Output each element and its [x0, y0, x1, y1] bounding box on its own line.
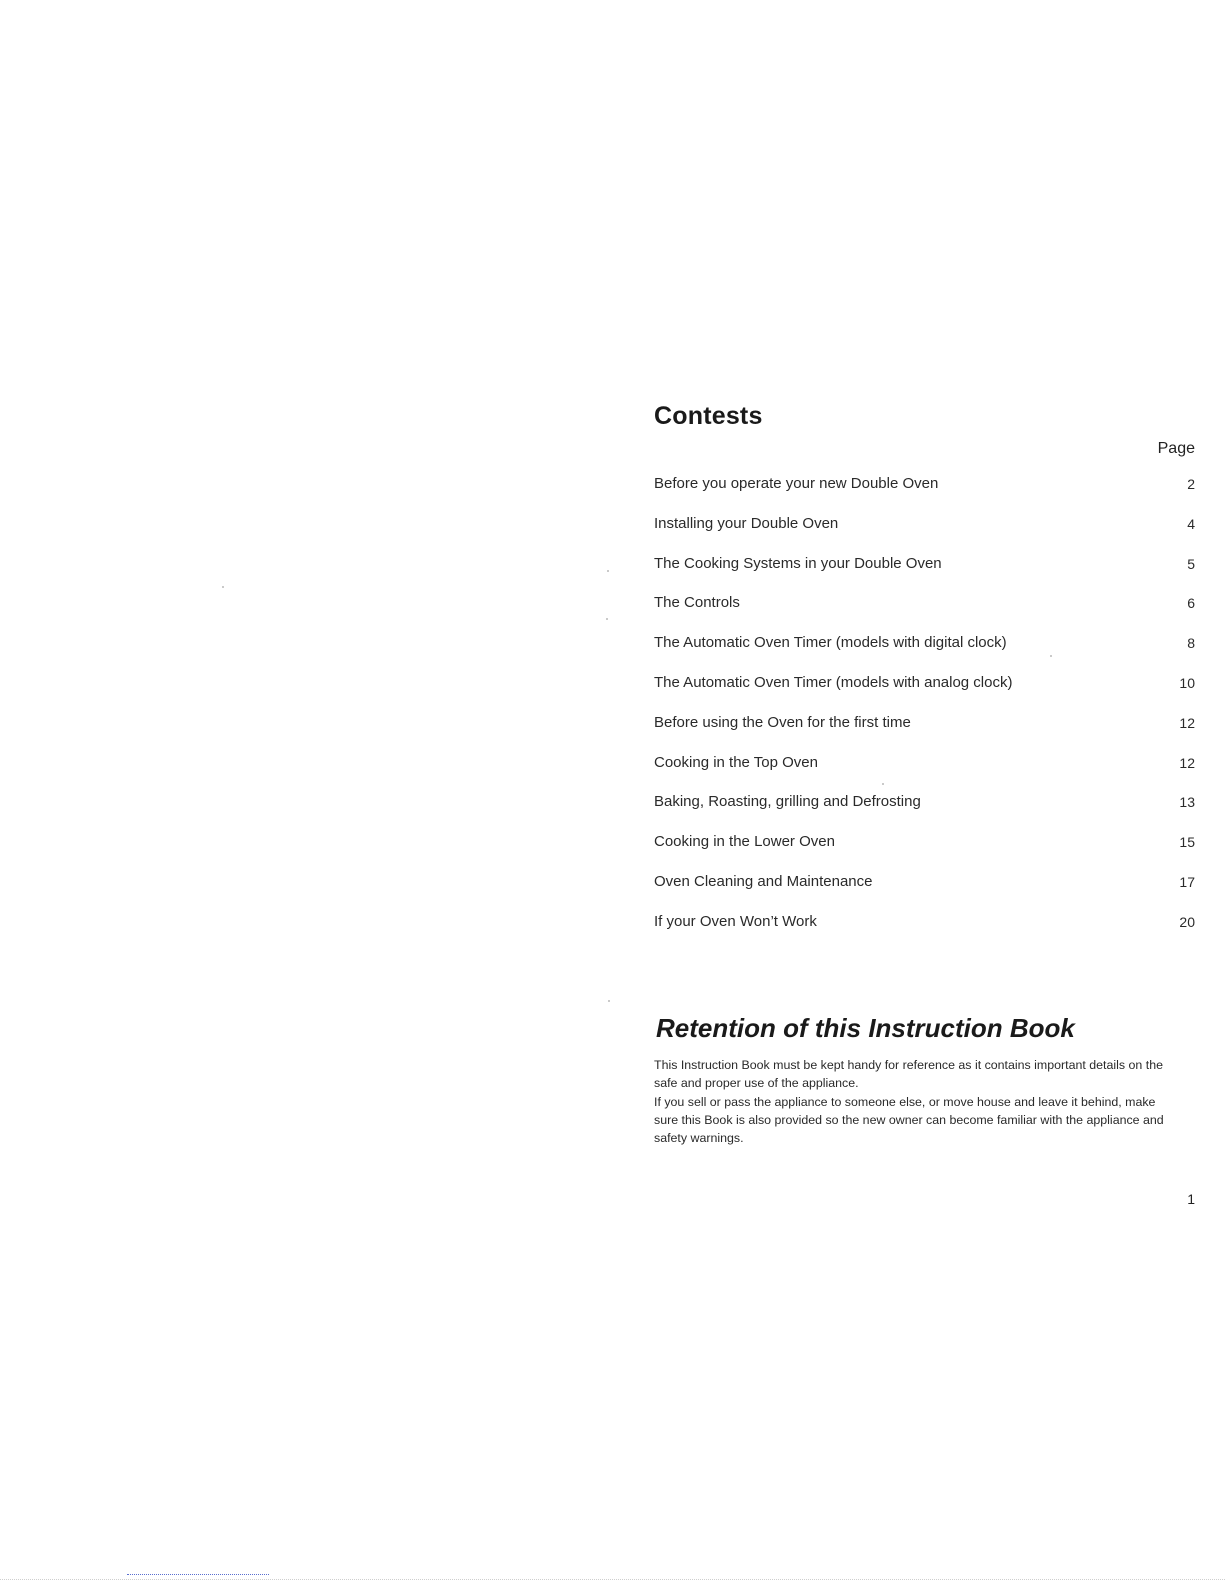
toc-entry-page: 20 — [1179, 913, 1195, 930]
toc-entry-page: 10 — [1179, 674, 1195, 691]
scan-artifact-border — [0, 1579, 1225, 1580]
toc-entry — [654, 754, 1195, 794]
toc-entry — [654, 555, 1195, 595]
page-number: 1 — [1187, 1191, 1195, 1207]
toc-entry — [654, 674, 1195, 714]
toc-entry-page: 6 — [1187, 595, 1195, 612]
retention-paragraph: If you sell or pass the appliance to someone else, or move house and leave it behind, make sure this Book is also provided so the new owner can become familiar with the appliance and safety warnings. — [654, 1094, 1164, 1146]
toc-entry-page: 12 — [1179, 714, 1195, 731]
toc-entry — [654, 515, 1195, 555]
toc-entry — [654, 475, 1195, 515]
retention-paragraph: This Instruction Book must be kept handy for reference as it contains important details on the safe and proper use of the appliance. — [654, 1058, 1163, 1091]
scan-speck — [882, 783, 884, 785]
toc-entry — [654, 793, 1195, 833]
toc-entry-page: 8 — [1187, 635, 1195, 652]
toc-entry-title: Before you operate your new Double Oven — [654, 475, 939, 492]
retention-heading: Retention of this Instruction Book — [656, 1013, 1075, 1043]
toc-entry-title: Cooking in the Top Oven — [654, 753, 818, 771]
contents-title: Contests — [654, 402, 763, 430]
scan-speck — [222, 586, 224, 588]
toc-entry-page: 17 — [1179, 873, 1195, 890]
toc-entry-title: Oven Cleaning and Maintenance — [654, 872, 873, 890]
page-column-header: Page — [1157, 440, 1195, 457]
toc-entry-page: 2 — [1187, 476, 1195, 492]
scan-speck — [608, 1000, 610, 1002]
toc-entry-title: Before using the Oven for the first time — [654, 713, 911, 731]
toc-entry-title: Installing your Double Oven — [654, 514, 839, 532]
toc-entry-title: If your Oven Won’t Work — [654, 912, 817, 930]
toc-entry — [654, 594, 1195, 634]
toc-entry-title: Cooking in the Lower Oven — [654, 833, 835, 851]
retention-body — [654, 1056, 1174, 1147]
scan-artifact-line — [127, 1574, 269, 1575]
toc-entry-page: 5 — [1187, 555, 1195, 572]
toc-entry-page: 4 — [1187, 515, 1195, 532]
toc-entry-page: 15 — [1179, 834, 1195, 851]
toc-entry — [654, 714, 1195, 754]
toc-entry — [654, 913, 1195, 953]
toc-entry-title: The Automatic Oven Timer (models with digital clock) — [654, 634, 1007, 652]
toc-entry-title: Baking, Roasting, grilling and Defrosting — [654, 793, 921, 811]
toc-entry-page: 12 — [1179, 754, 1195, 771]
toc-entry-title: The Automatic Oven Timer (models with analog clock) — [654, 673, 1013, 691]
scan-speck — [606, 618, 608, 620]
toc-entry — [654, 833, 1195, 873]
toc-entry — [654, 634, 1195, 674]
toc-entry-title: The Cooking Systems in your Double Oven — [654, 554, 942, 572]
toc-entry-page: 13 — [1179, 794, 1195, 811]
toc-entry-title: The Controls — [654, 594, 740, 612]
toc-entry — [654, 873, 1195, 913]
scan-speck — [607, 570, 609, 572]
scan-speck — [1050, 655, 1052, 657]
table-of-contents — [654, 475, 1195, 953]
